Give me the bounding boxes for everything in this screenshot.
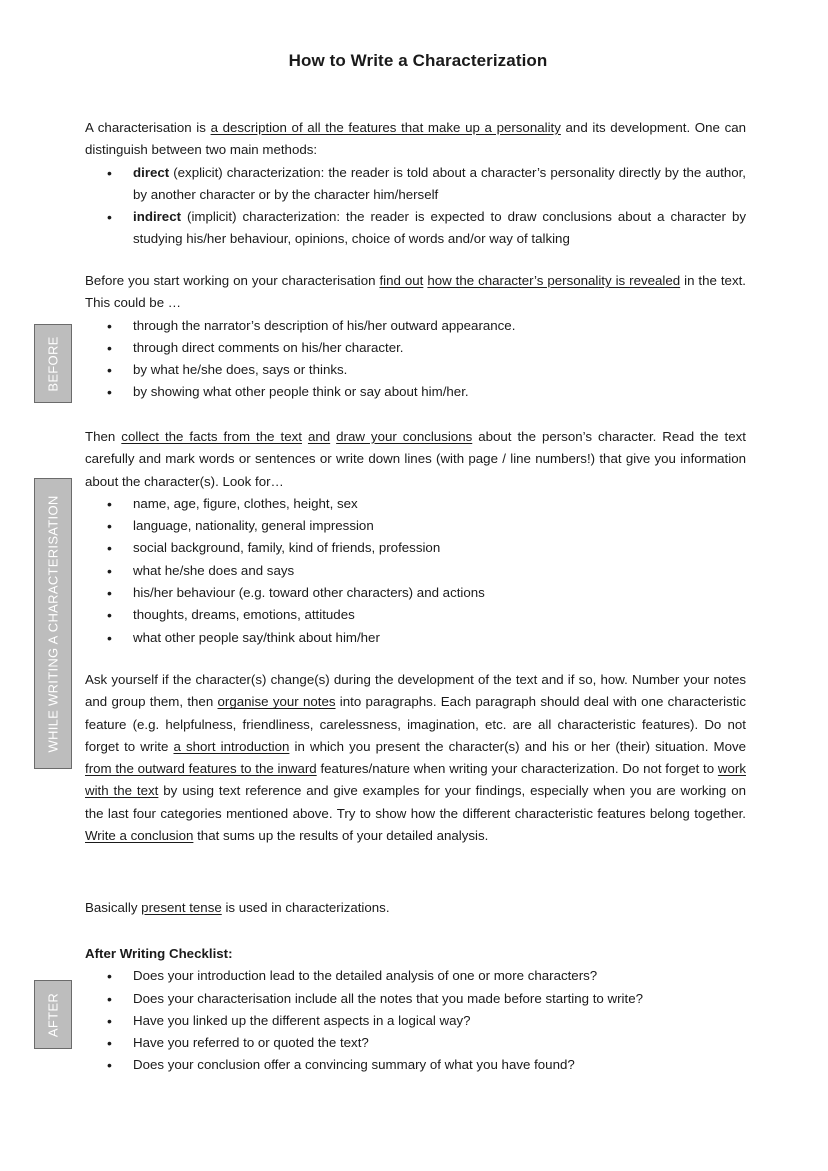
list-item: • Does your conclusion offer a convincing summary of what you have found?	[85, 1054, 746, 1076]
term-direct: direct	[133, 164, 170, 180]
look-for-list	[85, 493, 746, 649]
list-item: • social background, family, kind of friends, profession	[85, 537, 746, 559]
list-item: • by showing what other people think or say about him/her.	[85, 381, 746, 403]
underlined-phrase: from the outward features to the inward	[85, 761, 317, 777]
side-label-after-text: AFTER	[45, 992, 61, 1037]
list-item: • what other people say/think about him/her	[85, 627, 746, 649]
text: Basically	[85, 900, 142, 915]
before-list	[85, 315, 746, 404]
while-paragraph-1	[85, 426, 746, 493]
before-section	[85, 270, 746, 404]
underlined-phrase: a description of all the features that make up a personality	[210, 120, 561, 135]
list-item: • through the narrator’s description of his/her outward appearance.	[85, 315, 746, 337]
tense-note	[85, 897, 746, 919]
text: (explicit) characterization: the reader is told about a character’s personality directly by the author, by another character or by the character him/herself	[133, 164, 746, 202]
list-item: • Have you referred to or quoted the text?	[85, 1032, 746, 1054]
underlined-phrase: how the character’s personality is revealed	[427, 273, 681, 288]
checklist-heading: After Writing Checklist:	[85, 946, 233, 961]
side-label-while-writing	[34, 478, 72, 769]
tense-paragraph	[85, 897, 746, 919]
text: Then	[85, 429, 122, 444]
after-checklist	[85, 965, 746, 1076]
term-indirect: indirect	[133, 209, 182, 225]
text: into paragraphs. Each paragraph should deal with one characteristic feature (e.g. helpfulness, friendliness, carelessness, imagination, etc. are all characteristic features). Do not forget to write	[85, 694, 746, 754]
page-title: How to Write a Characterization	[288, 51, 548, 70]
intro-section	[85, 117, 746, 251]
text: by using text reference and give examples for your findings, especially when you are working on the last four categories mentioned above. Try to show how the different characteristic features belong together.	[85, 783, 746, 821]
underlined-phrase: a short introduction	[173, 738, 290, 754]
text: Ask yourself if the character(s) change(s) during the development of the text and if so, how. Number your notes and group them, then	[85, 672, 746, 710]
while-section	[85, 426, 746, 649]
side-label-before	[34, 324, 72, 403]
underlined-phrase: organise your notes	[217, 694, 336, 710]
list-item: • thoughts, dreams, emotions, attitudes	[85, 604, 746, 626]
list-item: • Does your introduction lead to the detailed analysis of one or more characters?	[85, 965, 746, 987]
side-label-while-text: WHILE WRITING A CHARACTERISATION	[45, 494, 61, 753]
text: in which you present the character(s) and his or her (their) situation. Move	[289, 738, 747, 754]
before-paragraph	[85, 270, 746, 315]
text: Before you start working on your characterisation	[85, 273, 380, 288]
underlined-phrase: collect the facts from the text	[121, 429, 302, 444]
list-item: • his/her behaviour (e.g. toward other characters) and actions	[85, 582, 746, 604]
list-item: • by what he/she does, says or thinks.	[85, 359, 746, 381]
list-item: • Have you linked up the different aspects in a logical way?	[85, 1010, 746, 1032]
underlined-phrase: present tense	[141, 900, 222, 915]
list-item	[85, 206, 746, 251]
list-item: • language, nationality, general impression	[85, 515, 746, 537]
text: about the person’s character. Read the text carefully and mark words or sentences or write down lines (with page / line numbers!) that give you information about the character(s). Look for…	[85, 429, 746, 489]
side-label-before-text: BEFORE	[45, 335, 61, 392]
text: and its development. One can distinguish between two main methods:	[85, 120, 747, 158]
after-section	[85, 943, 746, 1077]
underlined-phrase: and	[307, 429, 331, 444]
text: A characterisation is	[85, 120, 211, 135]
while-paragraph-2	[85, 669, 746, 847]
underlined-phrase: Write a conclusion	[85, 828, 194, 844]
underlined-phrase: work with the text	[85, 761, 746, 799]
methods-list	[85, 162, 746, 251]
text: that sums up the results of your detailed analysis.	[193, 828, 489, 844]
underlined-phrase: draw your conclusions	[336, 429, 473, 444]
side-label-after	[34, 980, 72, 1049]
list-item: • name, age, figure, clothes, height, sex	[85, 493, 746, 515]
list-item: • what he/she does and says	[85, 560, 746, 582]
text: in the text. This could be …	[85, 273, 746, 311]
list-item: • Does your characterisation include all the notes that you made before starting to write?	[85, 988, 746, 1010]
intro-paragraph	[85, 117, 746, 162]
text: features/nature when writing your characterization. Do not forget to	[316, 761, 718, 777]
text: is used in characterizations.	[221, 900, 390, 915]
list-item	[85, 162, 746, 207]
list-item: • through direct comments on his/her character.	[85, 337, 746, 359]
underlined-phrase: find out	[379, 273, 424, 288]
writing-instructions	[85, 669, 746, 847]
text: (implicit) characterization: the reader is expected to draw conclusions about a character by studying his/her behaviour, opinions, choice of words and/or way of talking	[133, 209, 746, 247]
